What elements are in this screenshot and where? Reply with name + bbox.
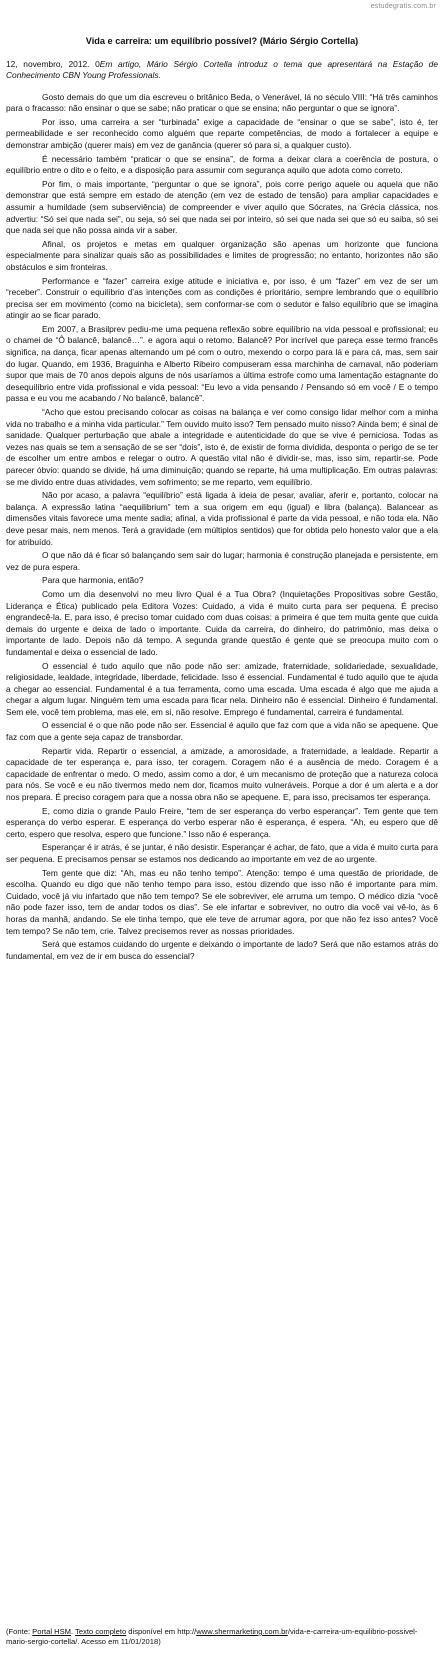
paragraph: Gosto demais do que um dia escreveu o britânico Beda, o Venerável, lá no século VIII: “Há três caminhos para o fracasso: não ensinar o que se sabe; não praticar o que se ensina; não perguntar o que se ignora”. bbox=[6, 91, 438, 114]
paragraph: Para que harmonia, então? bbox=[42, 575, 144, 586]
paragraph: Não por acaso, a palavra “equilíbrio” está ligada à ideia de pesar, avaliar, aferir e, portanto, colocar na balança. A expressão latina “aequilibrium” tem a sua origem em equ (igual) e libra (balança). Balancear as dimensões vitais favorece uma mente sadia; afinal, a vida profissional é parte da vida pessoal, e não toda ela. Não deve pesar mais, nem menos. Terá a gravidade (em múltiplos sentidos) que for obtida pelo honesto valor que a ela for atribuído. bbox=[6, 490, 438, 547]
paragraph: E, como dizia o grande Paulo Freire, “tem de ser esperança do verbo esperançar”. Tem gente que tem esperança do verbo esperar. E esperança do verbo esperar não é esperança, é espera. “Ah, eu espero que dê certo, espero que resolva, espero que funcione.” Isso não é esperança. bbox=[6, 805, 438, 839]
paragraph: Repartir vida. Repartir o essencial, a amizade, a amorosidade, a fraternidade, a lealdade. Repartir a capacidade de ter esperança e, para isso, ter coragem. Coragem não é a ausência de medo. Coragem é a capacidade de enfrentar o medo. O medo, assim como a dor, é um mecanismo de proteção que a natureza coloca para nós. Se você e eu não tivermos medo nem dor, ficamos muito vulneráveis. Porque a dor é um alerta e a dor nos prepara. É preciso coragem para que a nossa obra não se apequene. E, para isso, precisamos ter esperança. bbox=[6, 745, 438, 803]
intro-text: Em artigo, Mário Sérgio Cortella introduz o tema que apresentará na Estação de Conhecimento CBN Young Professionals. bbox=[6, 59, 438, 81]
paragraph: Performance e “fazer” carreira exige atitude e iniciativa e, por isso, é um “fazer” em vez de ser um “receber”. Construir o equilíbrio d’as intenções com as condições é prioritário, sempre lembrando que o equilíbrio precisa ser em movimento (como na bicicleta), sem conformar-se com o sedutor e falso equilíbrio que se imagina atingir ao se ficar parado. bbox=[6, 275, 438, 321]
paragraph: Por isso, uma carreira a ser “turbinada” exige a capacidade de “ensinar o que se sabe”, isto é, ter permeabilidade e ser reconhecido como alguém que reparte competências, de modo a fortalecer a equipe e demonstrar ambição (querer mais) em vez de ganância (querer só para si, a qualquer custo). bbox=[6, 116, 438, 150]
paragraph: O essencial é o que não pode não ser. Essencial é aquilo que faz com que a vida não se apequene. Que faz com que a gente seja capaz de transbordar. bbox=[6, 720, 438, 743]
source-link-site[interactable]: www.shermarketing.com.br bbox=[196, 1627, 288, 1636]
paragraph: Em 2007, a Brasilprev pediu-me uma pequena reflexão sobre equilíbrio na vida pessoal e profissional; eu o chamei de “Ô balancê, balancê…”. e agora aqui o retomo. Balancê? Por incrível que pareça esse termo francês significa, na dança, ficar apenas alternando um pé com o outro, mexendo o corpo para lá e para cá, mas, sem sair do lugar. Quando, em 1936, Braguinha e Alberto Ribeiro compuseram essa marchinha de carnaval, não poderiam supor que mais de 70 anos depois alguns de nós usaríamos a última estrofe como uma lamentação estagnante do desequilíbrio entre vida profissional e vida pessoal: “Eu levo a vida pensando / Pensando só em você / E o tempo passa e eu vou me acabando / No balancê, balancê”. bbox=[6, 323, 438, 404]
paragraph: O essencial é tudo aquilo que não pode não ser: amizade, fraternidade, solidariedade, sexualidade, religiosidade, lealdade, integridade, liberdade, felicidade. Isso é essencial. Fundamental é tudo aquilo que te ajuda a chegar ao essencial. Fundamental é a tua ferramenta, como uma escada. Uma escada é algo que me ajuda a chegar a algum lugar. Ninguém tem uma escada para ficar nela. Dinheiro não é essencial. Dinheiro é fundamental. Sem ele, você tem problema, mas ele, em si, não resolve. Emprego é fundamental, carreira é fundamental. bbox=[6, 660, 438, 717]
article-intro bbox=[6, 59, 438, 82]
source-middle: disponível em http:// bbox=[126, 1627, 197, 1636]
paragraph: Será que estamos cuidando do urgente e deixando o importante de lado? Será que não estamos atrás do fundamental, em vez de ir em busca do essencial? bbox=[6, 939, 438, 961]
paragraph: Por fim, o mais importante, “perguntar o que se ignora”, pois corre perigo aquele ou aquela que não demonstrar que está sempre em estado de atenção (em vez de estado de tensão) para ampliar capacidades e assumir a humildade (sem subserviência) de compreender e viver aquilo que Sócrates, na Grécia clássica, nos advertiu: “Só sei que nada sei”, ou seja, só sei que nada sei por inteiro, só sei que nada sei que só eu saiba, só sei que nada sei que não possa ainda vir a saber. bbox=[6, 178, 438, 236]
source-link-portal[interactable]: Portal HSM bbox=[32, 1627, 71, 1636]
article-title: Vida e carreira: um equilíbrio possível? (Mário Sérgio Cortella) bbox=[85, 36, 359, 46]
source-citation bbox=[6, 1627, 438, 1648]
paragraph: Afinal, os projetos e metas em qualquer organização são apenas um horizonte que funciona especialmente para sinalizar quais são as possibilidades e limites de progressão; no entanto, horizontes não são obstáculos e sim fronteiras. bbox=[6, 238, 438, 272]
paragraph: Como um dia desenvolvi no meu livro Qual é a Tua Obra? (Inquietações Propositivas sobre Gestão, Liderança e Ética) publicado pela Editora Vozes: Cuidado, a vida é muito curta para ser pequena. É preciso engrandecê-la. E, para isso, é preciso tomar cuidado com duas coisas: a primeira é que tem muita gente que cuida demais do urgente e deixa de lado o importante. Cuida da carreira, do dinheiro, do patrimônio, mas deixa o importante de lado. Depois não dá tempo. A segunda grande questão é gente que se preocupa muito com o fundamental e deixa o essencial de lado. bbox=[6, 588, 438, 657]
paragraph: É necessário também “praticar o que se ensina”, de forma a deixar clara a coerência de postura, o equilíbrio entre o dito e o feito, e a disposição para assumir com segurança aquilo que adota como correto. bbox=[6, 153, 438, 176]
paragraph: “Acho que estou precisando colocar as coisas na balança e ver como consigo lidar melhor com a minha vida no trabalho e a minha vida particular.” Tem ouvido muito isso? Tem pensado muito nisso? Ainda bem; é sinal de sanidade. Qualquer perturbação que abale a integridade e autenticidade do que se vive é perniciosa. Todas as vezes nas quais se tem a sensação de se ser “dois”, isto é, de existir de forma dividida, desponta o perigo de se ter de escolher um entre ambos e relegar o outro. A questão vital não é dividir-se, mas, isso sim, repartir-se. Pode parecer óbvio: quando se divide, há uma diminuição; quando se reparte, há uma multiplicação. Em outras palavras: se me divido entre duas atividades, vem sofrimento; se me reparto, vem equilíbrio. bbox=[6, 407, 438, 487]
source-link-full-text[interactable]: Texto completo bbox=[75, 1627, 127, 1636]
source-prefix: (Fonte: bbox=[6, 1627, 33, 1636]
intro-date: 12, novembro, 2012. 0 bbox=[6, 59, 100, 69]
watermark: estudegratis.com.br bbox=[370, 3, 436, 10]
paragraph: Esperançar é ir atrás, é se juntar, é não desistir. Esperançar é achar, de fato, que a vida é muito curta para ser pequena. E precisamos pensar se estamos nos dedicando ao importante em vez de ao urgente. bbox=[6, 842, 438, 864]
source-suffix: /vida-e-carreira-um-equilibrio-possivel-mario-sergio-cortella/. Acesso em 11/01/2018) bbox=[6, 1627, 418, 1647]
article bbox=[6, 36, 438, 964]
paragraph: O que não dá é ficar só balançando sem sair do lugar; harmonia é construção planejada e persistente, em vez de pura espera. bbox=[6, 550, 438, 572]
source-separator: . bbox=[71, 1627, 76, 1636]
paragraph: Tem gente que diz: “Ah, mas eu não tenho tempo”. Atenção: tempo é uma questão de prioridade, de escolha. Quando eu digo que não tenho tempo para isso, estou dizendo que isso não é importante para mim. Cuidado, você já viu infartado que não tem tempo? Se ele sobreviver, ele arruma um tempo. O médico dizia “você não pode fazer isso, tem de andar todos os dias”. Se ele infartar e sobreviver, no outro dia você vai vê-lo, às 6 horas da manhã, andando. Se ele tinha tempo, que ele teve de arrumar agora, por que não fez isso antes? Você tem tempo? Se não tem, crie. Talvez precisemos rever as nossas prioridades. bbox=[6, 867, 438, 936]
